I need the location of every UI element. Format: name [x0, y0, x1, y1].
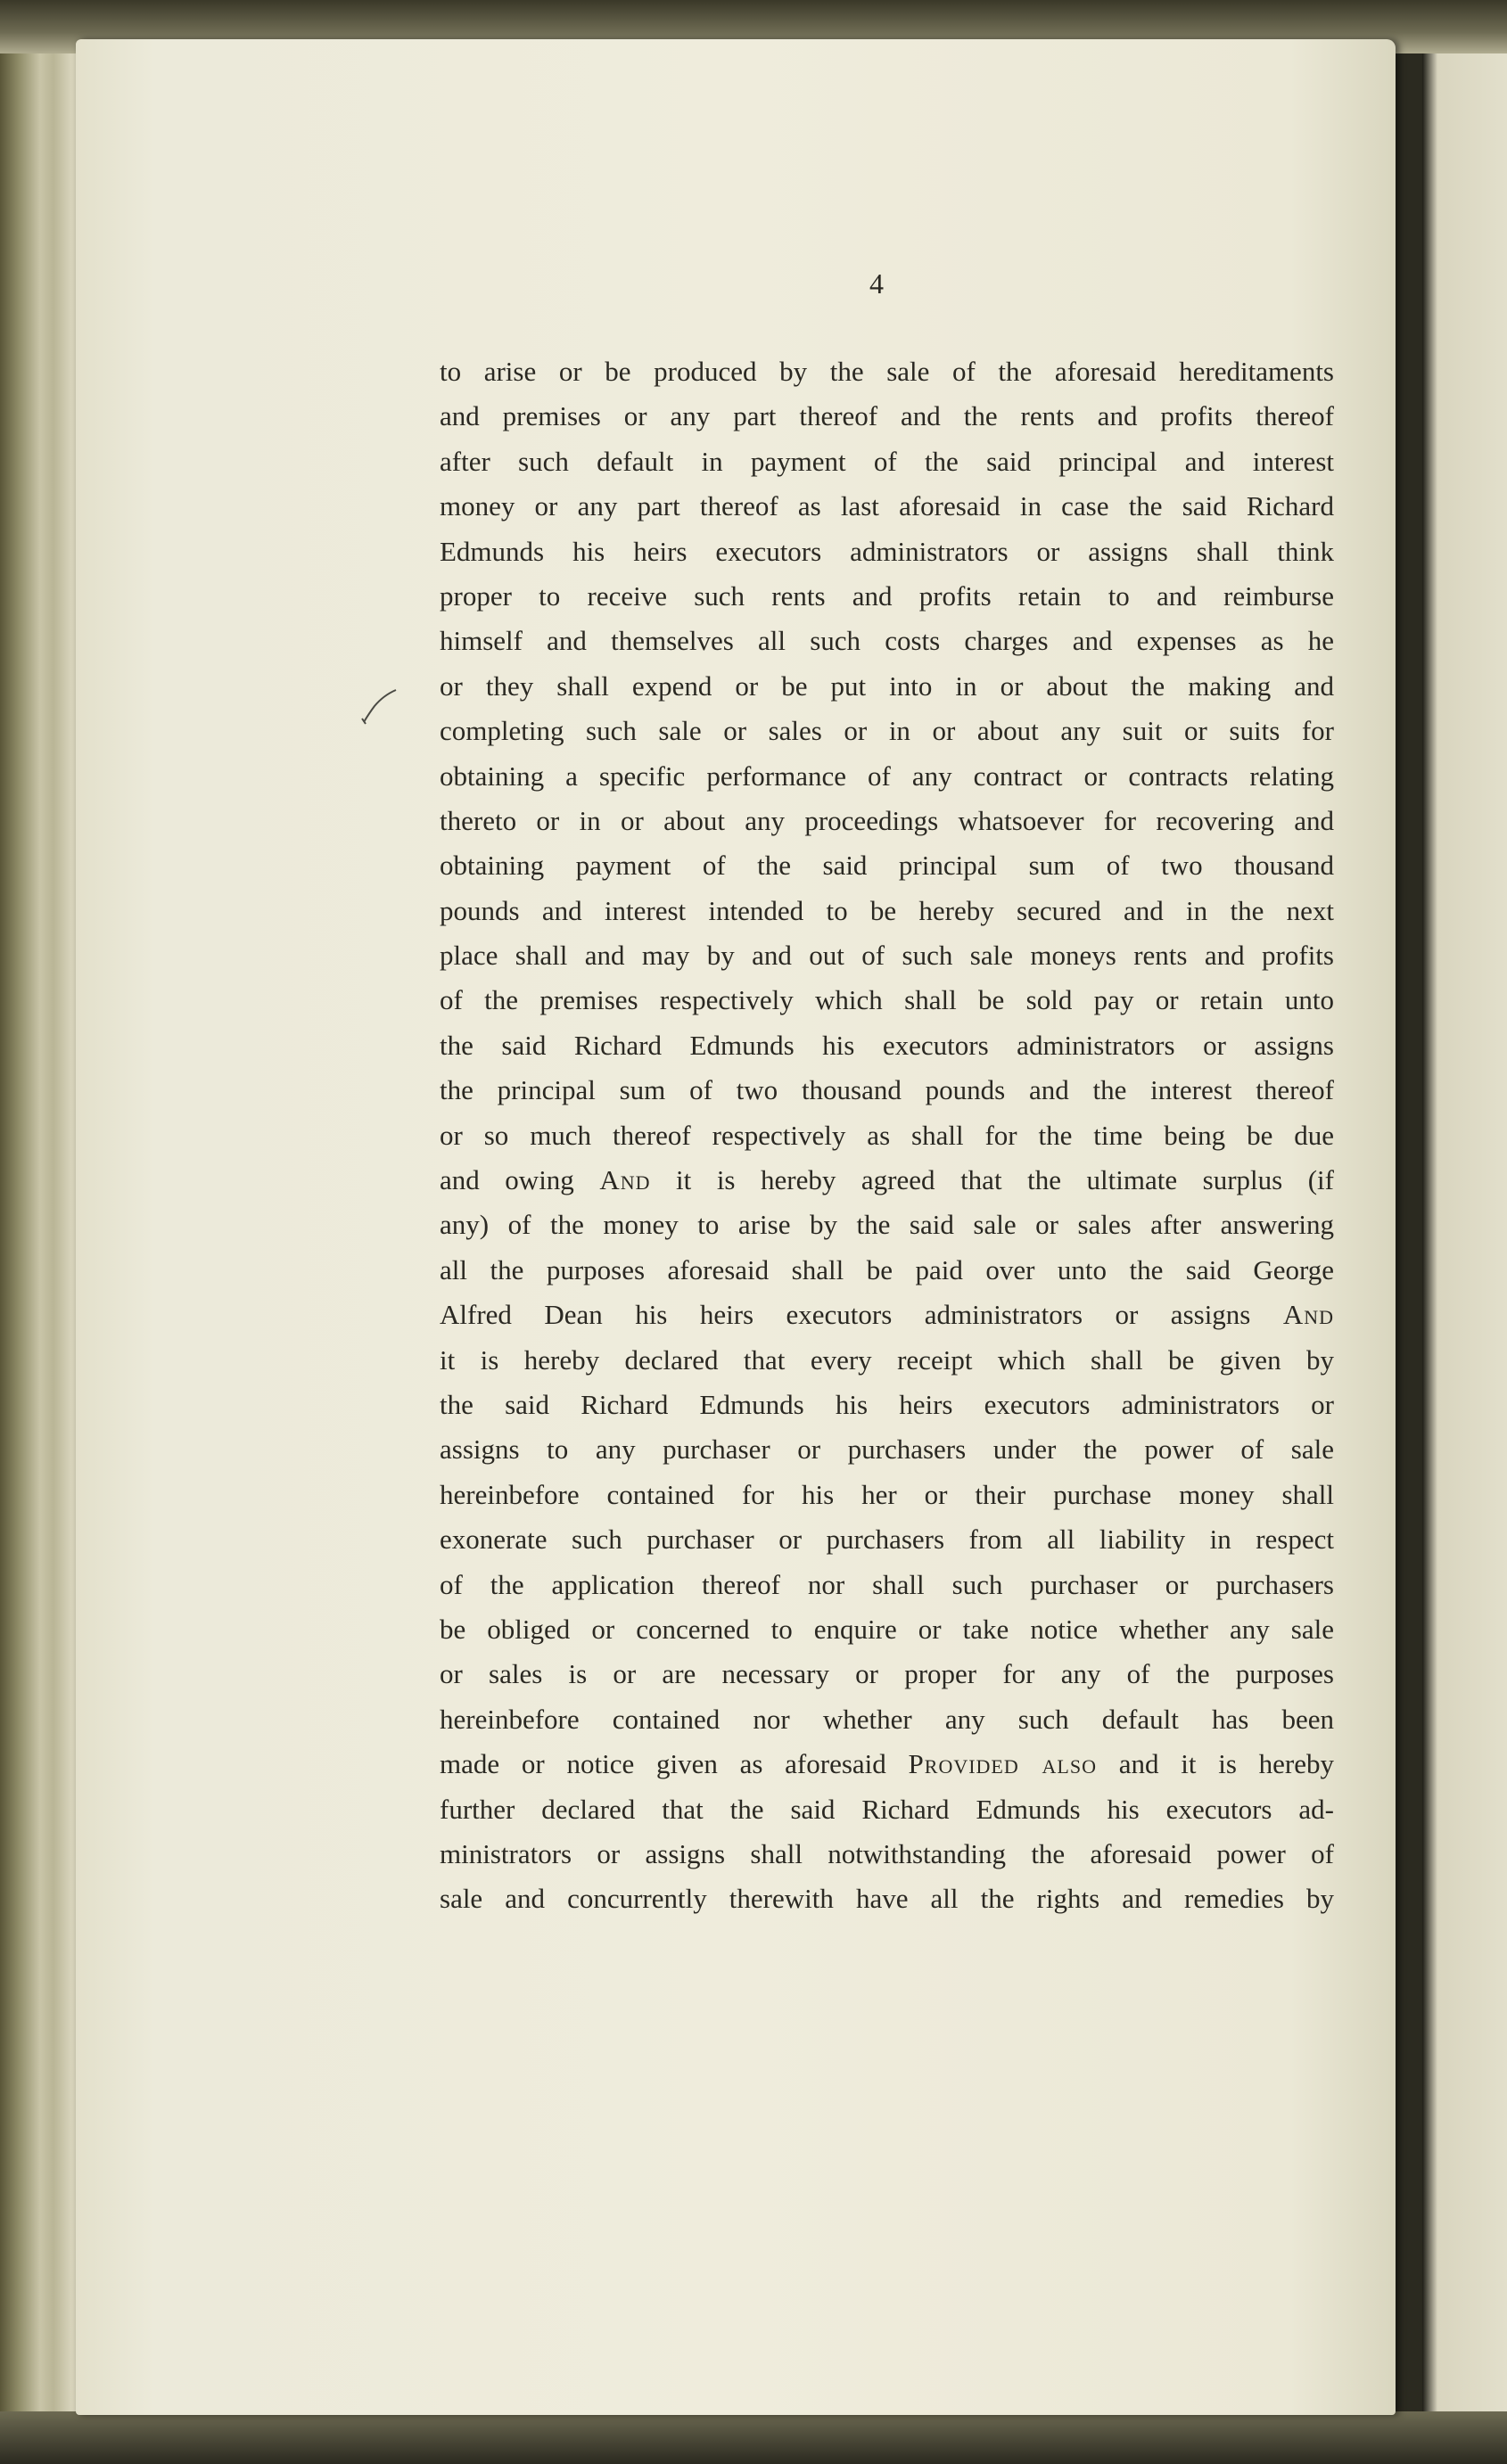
text-line [440, 1787, 1334, 1832]
small-caps-keyword: Provided also [908, 1748, 1097, 1780]
text-line [440, 530, 1334, 574]
text-line [440, 709, 1334, 753]
text-line [440, 843, 1334, 888]
text-line [440, 1293, 1334, 1337]
text-segment: made or notice given as aforesaid [440, 1748, 909, 1780]
text-segment: exonerate such purchaser or purchasers from all liability in respect [440, 1524, 1334, 1556]
text-line [440, 1023, 1334, 1068]
text-segment: himself and themselves all such costs charges and expenses as he [440, 625, 1334, 657]
text-line [440, 754, 1334, 799]
text-segment: ministrators or assigns shall notwithstanding the aforesaid power of [440, 1837, 1334, 1869]
text-segment: obtaining a specific performance of any contract or contracts relating [440, 760, 1334, 792]
text-segment: any) of the money to arise by the said sale or sales after answering [440, 1209, 1334, 1241]
text-segment: the principal sum of two thousand pounds and the interest thereof [440, 1074, 1334, 1106]
text-segment: and premises or any part thereof and the rents and profits thereof [440, 400, 1334, 432]
text-segment: the said Richard Edmunds his executors administrators or assigns [440, 1029, 1334, 1061]
text-segment: and owing [440, 1164, 600, 1196]
text-segment: the said Richard Edmunds his heirs executors administrators or [440, 1388, 1334, 1420]
text-segment: it is hereby declared that every receipt which shall be given by [440, 1343, 1334, 1376]
text-segment: of the application thereof nor shall such purchaser or purchasers [440, 1568, 1334, 1600]
text-segment: place shall and may by and out of such sale moneys rents and profits [440, 940, 1334, 972]
text-line [440, 439, 1334, 484]
text-segment: further declared that the said Richard Edmunds his executors ad- [440, 1793, 1334, 1825]
text-line [440, 799, 1334, 843]
text-segment: of the premises respectively which shall be sold pay or retain unto [440, 984, 1334, 1016]
text-segment: obtaining payment of the said principal sum of two thousand [440, 850, 1334, 882]
next-page-edge [1422, 53, 1507, 2425]
text-line [440, 1652, 1334, 1696]
text-line [440, 1877, 1334, 1921]
text-segment: and it is hereby [1096, 1748, 1334, 1780]
text-line [440, 1742, 1334, 1786]
pencil-tick-mark-icon [357, 686, 410, 731]
text-segment: completing such sale or sales or in or about any suit or suits for [440, 715, 1334, 747]
text-segment: hereinbefore contained nor whether any such default has been [440, 1703, 1334, 1735]
page-number: 4 [869, 267, 884, 300]
book-bottom-edge [0, 2411, 1507, 2464]
text-line [440, 1113, 1334, 1158]
text-segment: sale and concurrently therewith have all the rights and remedies by [440, 1883, 1334, 1915]
text-segment: Edmunds his heirs executors administrators or assigns shall think [440, 535, 1334, 567]
text-line [440, 1563, 1334, 1607]
small-caps-keyword: And [1282, 1299, 1334, 1331]
text-segment: proper to receive such rents and profits retain to and reimburse [440, 579, 1334, 612]
text-line [440, 1158, 1334, 1203]
text-line [440, 1607, 1334, 1652]
text-segment: money or any part thereof as last aforesaid in case the said Richard [440, 490, 1334, 522]
text-line [440, 1248, 1334, 1293]
text-segment: hereinbefore contained for his her or their purchase money shall [440, 1478, 1334, 1510]
text-line [440, 349, 1334, 394]
text-line [440, 1517, 1334, 1562]
text-line [440, 394, 1334, 439]
text-line [440, 574, 1334, 619]
text-segment: or they shall expend or be put into in or about the making and [440, 669, 1334, 702]
text-line [440, 1473, 1334, 1517]
text-segment: be obliged or concerned to enquire or take notice whether any sale [440, 1613, 1334, 1645]
text-segment: thereto or in or about any proceedings whatsoever for recovering and [440, 804, 1334, 836]
text-segment: it is hereby agreed that the ultimate surplus (if [650, 1164, 1334, 1196]
text-line [440, 1832, 1334, 1877]
text-line [440, 1697, 1334, 1742]
text-line [440, 1068, 1334, 1113]
small-caps-keyword: And [599, 1164, 651, 1196]
text-line [440, 1338, 1334, 1383]
text-segment: pounds and interest intended to be hereby secured and in the next [440, 894, 1334, 926]
text-segment: or sales is or are necessary or proper for any of the purposes [440, 1658, 1334, 1690]
text-line [440, 619, 1334, 663]
text-segment: all the purposes aforesaid shall be paid over unto the said George [440, 1253, 1334, 1285]
text-segment: assigns to any purchaser or purchasers under the power of sale [440, 1433, 1334, 1466]
text-segment: after such default in payment of the said principal and interest [440, 445, 1334, 477]
text-segment: Alfred Dean his heirs executors administrators or assigns [440, 1299, 1283, 1331]
text-segment: or so much thereof respectively as shall for the time being be due [440, 1119, 1334, 1151]
text-line [440, 1383, 1334, 1427]
text-line [440, 889, 1334, 933]
text-line [440, 484, 1334, 529]
text-line [440, 1203, 1334, 1247]
text-line [440, 978, 1334, 1023]
document-body-text [440, 349, 1334, 1922]
text-line [440, 1427, 1334, 1472]
text-line [440, 664, 1334, 709]
text-line [440, 933, 1334, 978]
text-segment: to arise or be produced by the sale of the aforesaid hereditaments [440, 356, 1334, 387]
